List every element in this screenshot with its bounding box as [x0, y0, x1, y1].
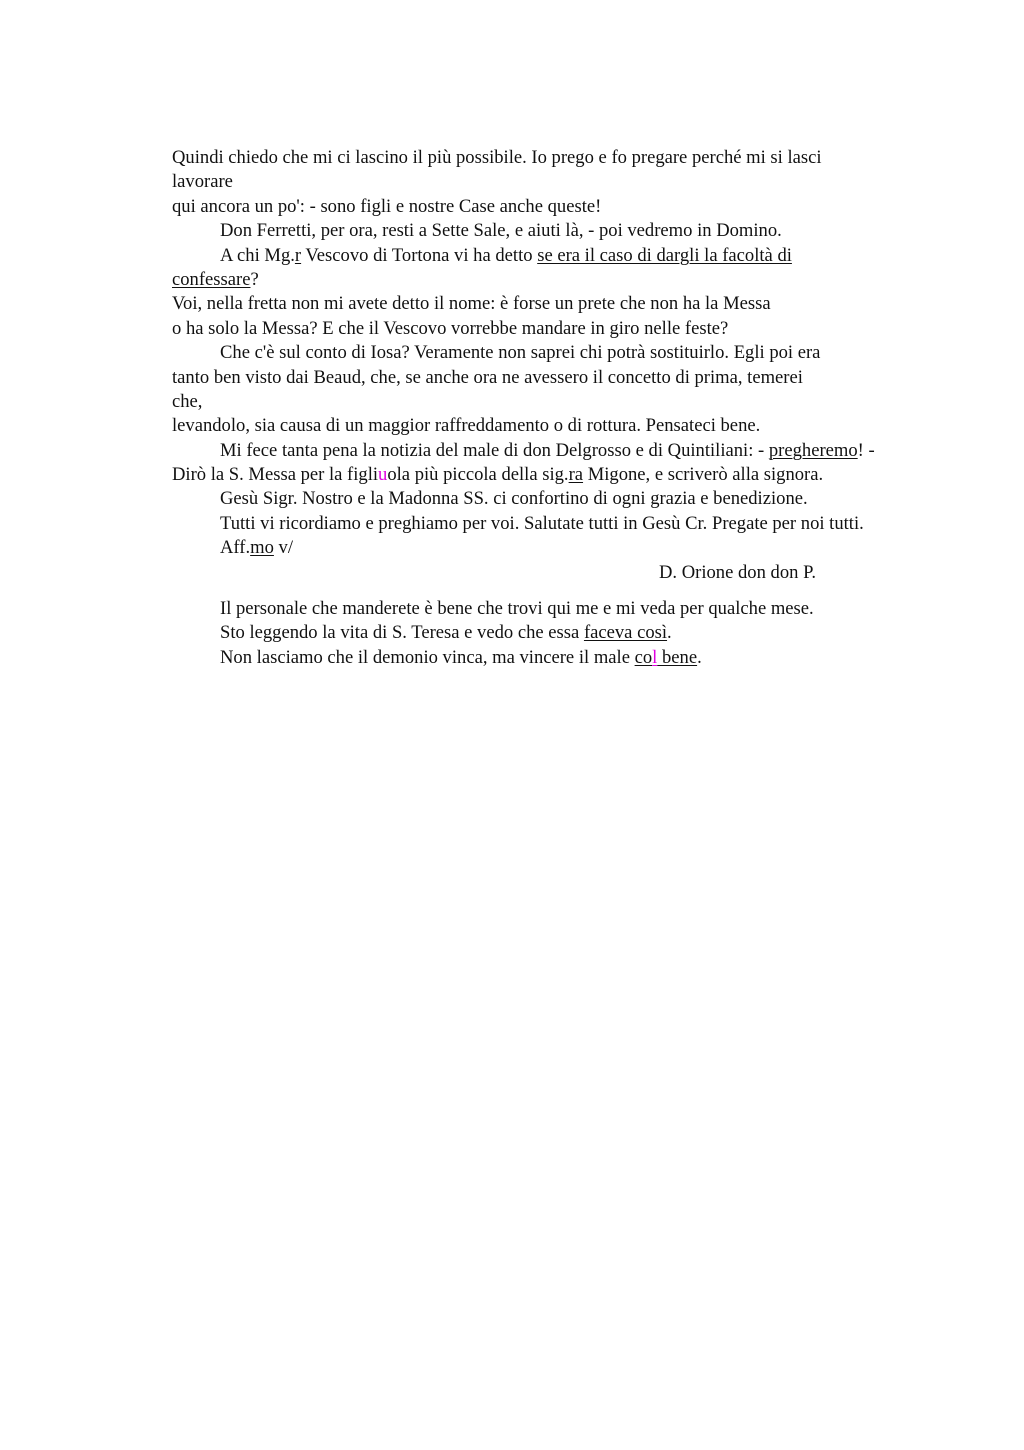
text-run: Sto leggendo la vita di S. Teresa e vedo che essa — [220, 622, 584, 644]
postscript-line — [172, 597, 962, 621]
text-line — [172, 244, 962, 268]
text-run: Che c'è sul conto di Iosa? Veramente non saprei chi potrà sostituirlo. Egli poi era — [220, 342, 821, 364]
postscript-line — [172, 646, 962, 670]
text-run: ? — [250, 268, 259, 290]
text-line — [172, 292, 962, 316]
underlined-text: mo — [250, 537, 274, 559]
highlighted-text: u — [378, 464, 388, 486]
text-line — [172, 341, 962, 365]
text-run: lavorare — [172, 171, 233, 193]
text-line — [172, 512, 962, 536]
text-run: Quindi chiedo che mi ci lascino il più possibile. Io prego e fo pregare perché mi si lasci — [172, 147, 822, 168]
underlined-text: faceva così — [583, 622, 668, 644]
highlighted-text: l — [652, 646, 658, 668]
text-run: che, — [172, 390, 203, 412]
text-line — [172, 219, 962, 243]
text-run: ! - — [857, 439, 875, 461]
text-run: Il personale che manderete è bene che trovi qui me e mi veda per qualche mese. — [220, 598, 814, 620]
text-run: Voi, nella fretta non mi avete detto il nome: è forse un prete che non ha la Messa — [172, 293, 771, 315]
text-run: Dirò la S. Messa per la figli — [172, 464, 379, 486]
text-run: levandolo, sia causa di un maggior raffreddamento o di rottura. Pensateci bene. — [172, 415, 761, 437]
underlined-text: r — [294, 244, 302, 266]
text-run: Don Ferretti, per ora, resti a Sette Sale, e aiuti là, - poi vedremo in Domino. — [220, 220, 782, 242]
text-run: tanto ben visto dai Beaud, che, se anche ora ne avessero il concetto di prima, temerei — [172, 366, 803, 388]
text-line — [172, 439, 962, 463]
text-line — [172, 366, 962, 390]
text-run: Mi fece tanta pena la notizia del male di don Delgrosso e di Quintiliani: - — [220, 439, 769, 461]
postscript-line — [172, 621, 962, 645]
text-run: Gesù Sigr. Nostro e la Madonna SS. ci confortino di ogni grazia e benedizione. — [220, 488, 808, 510]
text-run: qui ancora un po': - sono figli e nostre Case anche queste! — [172, 195, 602, 217]
text-run: Tutti vi ricordiamo e preghiamo per voi. Salutate tutti in Gesù Cr. Pregate per noi tutti. — [220, 512, 864, 534]
signature — [172, 561, 962, 585]
text-run: v/ — [273, 537, 294, 559]
text-line — [172, 463, 962, 487]
text-run: o ha solo la Messa? E che il Vescovo vorrebbe mandare in giro nelle feste? — [172, 317, 729, 339]
text-line — [172, 414, 962, 438]
underlined-text: bene — [657, 646, 698, 668]
text-line — [172, 170, 962, 194]
underlined-text: se era il caso di dargli la facoltà di — [537, 244, 792, 266]
text-run: A chi Mg. — [220, 244, 295, 266]
text-run: Non lasciamo che il demonio vinca, ma vincere il male — [220, 646, 635, 668]
text-run: . — [697, 646, 702, 668]
letter-body — [172, 146, 962, 670]
text-run: Vescovo di Tortona vi ha detto — [301, 244, 538, 266]
signature-text: D. Orione don don P. — [659, 561, 817, 583]
text-line — [172, 146, 962, 170]
text-run: Aff. — [220, 537, 251, 559]
text-line — [172, 268, 962, 292]
text-line — [172, 195, 962, 219]
underlined-text: ra — [568, 464, 584, 486]
text-run: ola più piccola della sig. — [387, 464, 569, 486]
text-line — [172, 317, 962, 341]
text-line — [172, 536, 962, 560]
underlined-text: pregheremo — [768, 439, 858, 461]
underlined-text: confessare — [172, 268, 251, 290]
text-line — [172, 487, 962, 511]
underlined-text: co — [634, 646, 653, 668]
paragraph-gap — [172, 585, 962, 597]
text-line — [172, 390, 962, 414]
text-run: . — [667, 622, 672, 644]
text-run: Migone, e scriverò alla signora. — [583, 464, 824, 486]
